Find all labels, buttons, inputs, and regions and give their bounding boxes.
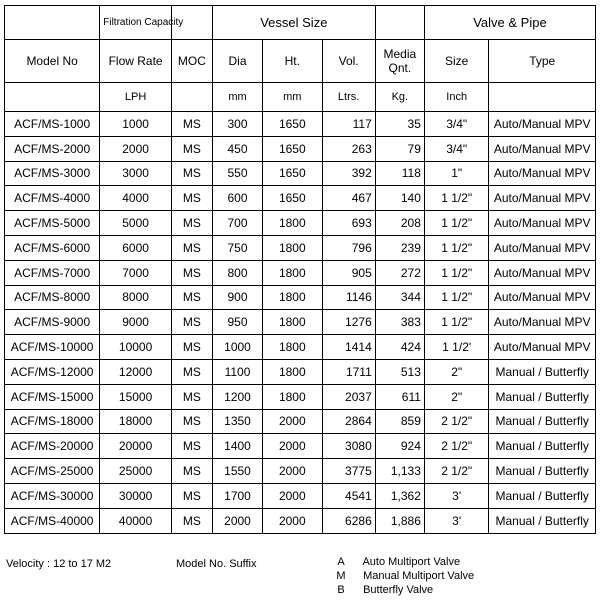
- ht-cell: 1800: [263, 335, 322, 360]
- dia-cell: 900: [212, 285, 262, 310]
- model-cell: ACF/MS-9000: [5, 310, 100, 335]
- vol-cell: 796: [322, 235, 375, 260]
- flow-cell: 25000: [100, 459, 172, 484]
- moc-cell: MS: [171, 335, 212, 360]
- size-cell: 2 1/2": [424, 409, 489, 434]
- model-cell: ACF/MS-8000: [5, 285, 100, 310]
- model-cell: ACF/MS-40000: [5, 508, 100, 533]
- dia-cell: 1400: [212, 434, 262, 459]
- size-cell: 1 1/2": [424, 285, 489, 310]
- media-cell: 239: [375, 235, 424, 260]
- ht-header: Ht.: [263, 40, 322, 83]
- type-cell: Auto/Manual MPV: [489, 285, 596, 310]
- dia-cell: 1700: [212, 483, 262, 508]
- moc-cell: MS: [171, 508, 212, 533]
- ht-cell: 1800: [263, 310, 322, 335]
- dia-cell: 300: [212, 112, 262, 137]
- vol-unit: Ltrs.: [322, 83, 375, 112]
- size-cell: 3/4": [424, 136, 489, 161]
- type-cell: Auto/Manual MPV: [489, 335, 596, 360]
- media-cell: 611: [375, 384, 424, 409]
- size-cell: 1 1/2": [424, 211, 489, 236]
- suffix-desc: Butterfly Valve: [363, 584, 434, 596]
- vol-cell: 263: [322, 136, 375, 161]
- model-cell: ACF/MS-4000: [5, 186, 100, 211]
- type-cell: Manual / Butterfly: [489, 409, 596, 434]
- table-row: [5, 310, 596, 335]
- ht-cell: 1800: [263, 384, 322, 409]
- moc-cell: MS: [171, 161, 212, 186]
- table-row: [5, 335, 596, 360]
- model-cell: ACF/MS-12000: [5, 359, 100, 384]
- type-cell: Manual / Butterfly: [489, 508, 596, 533]
- vol-cell: 693: [322, 211, 375, 236]
- dia-cell: 600: [212, 186, 262, 211]
- media-cell: 1,362: [375, 483, 424, 508]
- flow-cell: 18000: [100, 409, 172, 434]
- type-cell: Auto/Manual MPV: [489, 161, 596, 186]
- size-cell: 1 1/2': [424, 335, 489, 360]
- vol-cell: 3080: [322, 434, 375, 459]
- ht-cell: 1650: [263, 112, 322, 137]
- dia-cell: 800: [212, 260, 262, 285]
- ht-cell: 1650: [263, 161, 322, 186]
- type-cell: Auto/Manual MPV: [489, 112, 596, 137]
- model-cell: ACF/MS-3000: [5, 161, 100, 186]
- dia-cell: 1100: [212, 359, 262, 384]
- moc-cell: MS: [171, 211, 212, 236]
- flow-cell: 1000: [100, 112, 172, 137]
- type-cell: Auto/Manual MPV: [489, 211, 596, 236]
- vol-cell: 6286: [322, 508, 375, 533]
- dia-cell: 450: [212, 136, 262, 161]
- flow-cell: 9000: [100, 310, 172, 335]
- table-row: [5, 459, 596, 484]
- suffix-code: M: [336, 570, 346, 582]
- table-row: [5, 483, 596, 508]
- size-cell: 3': [424, 508, 489, 533]
- moc-cell: MS: [171, 235, 212, 260]
- table-row: [5, 384, 596, 409]
- table-row: [5, 186, 596, 211]
- model-cell: ACF/MS-15000: [5, 384, 100, 409]
- dia-cell: 1000: [212, 335, 262, 360]
- dia-cell: 750: [212, 235, 262, 260]
- size-header: Size: [424, 40, 489, 83]
- type-cell: Manual / Butterfly: [489, 384, 596, 409]
- suffix-code: B: [337, 584, 345, 596]
- table-row: [5, 359, 596, 384]
- model-no-header: Model No: [5, 40, 100, 83]
- flow-cell: 30000: [100, 483, 172, 508]
- moc-header: MOC: [171, 40, 212, 83]
- blank-cell: [489, 83, 596, 112]
- flow-cell: 20000: [100, 434, 172, 459]
- size-unit: Inch: [424, 83, 489, 112]
- moc-cell: MS: [171, 285, 212, 310]
- vol-cell: 3775: [322, 459, 375, 484]
- ht-unit: mm: [263, 83, 322, 112]
- vol-cell: 1276: [322, 310, 375, 335]
- ht-cell: 1800: [263, 359, 322, 384]
- unit-row: [5, 83, 596, 112]
- flow-cell: 3000: [100, 161, 172, 186]
- moc-cell: MS: [171, 434, 212, 459]
- flow-unit: LPH: [100, 83, 172, 112]
- model-cell: ACF/MS-5000: [5, 211, 100, 236]
- size-cell: 1 1/2": [424, 235, 489, 260]
- media-cell: 924: [375, 434, 424, 459]
- blank-cell: [5, 6, 100, 40]
- size-cell: 3': [424, 483, 489, 508]
- type-cell: Auto/Manual MPV: [489, 310, 596, 335]
- dia-unit: mm: [212, 83, 262, 112]
- table-row: [5, 508, 596, 533]
- table-row: [5, 136, 596, 161]
- media-unit: Kg.: [375, 83, 424, 112]
- media-cell: 35: [375, 112, 424, 137]
- velocity-note: Velocity : 12 to 17 M2: [6, 558, 112, 570]
- ht-cell: 1800: [263, 285, 322, 310]
- table-row: [5, 161, 596, 186]
- suffix-item: [322, 556, 460, 568]
- type-cell: Auto/Manual MPV: [489, 260, 596, 285]
- suffix-label: Model No. Suffix: [176, 558, 257, 570]
- vol-cell: 4541: [322, 483, 375, 508]
- size-cell: 2 1/2": [424, 459, 489, 484]
- moc-cell: MS: [171, 310, 212, 335]
- suffix-item: [322, 584, 433, 596]
- moc-cell: MS: [171, 384, 212, 409]
- table-row: [5, 112, 596, 137]
- vol-cell: 905: [322, 260, 375, 285]
- blank-cell: [5, 83, 100, 112]
- media-cell: 140: [375, 186, 424, 211]
- data-rows: [5, 112, 596, 534]
- flow-cell: 15000: [100, 384, 172, 409]
- moc-cell: MS: [171, 359, 212, 384]
- media-cell: 272: [375, 260, 424, 285]
- type-cell: Auto/Manual MPV: [489, 235, 596, 260]
- table-row: [5, 434, 596, 459]
- moc-cell: MS: [171, 459, 212, 484]
- size-cell: 1 1/2": [424, 260, 489, 285]
- media-cell: 513: [375, 359, 424, 384]
- model-cell: ACF/MS-2000: [5, 136, 100, 161]
- flow-cell: 5000: [100, 211, 172, 236]
- suffix-code: A: [337, 556, 345, 568]
- type-cell: Manual / Butterfly: [489, 459, 596, 484]
- vol-cell: 1711: [322, 359, 375, 384]
- flow-rate-header: Flow Rate: [100, 40, 172, 83]
- media-cell: 1,886: [375, 508, 424, 533]
- table-row: [5, 285, 596, 310]
- media-cell: 208: [375, 211, 424, 236]
- valve-pipe-header: Valve & Pipe: [424, 6, 595, 40]
- ht-cell: 2000: [263, 508, 322, 533]
- ht-cell: 2000: [263, 409, 322, 434]
- model-cell: ACF/MS-7000: [5, 260, 100, 285]
- flow-cell: 8000: [100, 285, 172, 310]
- ht-cell: 1650: [263, 186, 322, 211]
- flow-cell: 4000: [100, 186, 172, 211]
- vol-header: Vol.: [322, 40, 375, 83]
- flow-cell: 10000: [100, 335, 172, 360]
- size-cell: 2": [424, 359, 489, 384]
- type-cell: Auto/Manual MPV: [489, 136, 596, 161]
- vol-cell: 1414: [322, 335, 375, 360]
- dia-cell: 550: [212, 161, 262, 186]
- table-row: [5, 260, 596, 285]
- vol-cell: 1146: [322, 285, 375, 310]
- suffix-item: [322, 570, 474, 582]
- moc-cell: MS: [171, 112, 212, 137]
- model-cell: ACF/MS-25000: [5, 459, 100, 484]
- flow-cell: 7000: [100, 260, 172, 285]
- moc-cell: MS: [171, 409, 212, 434]
- ht-cell: 2000: [263, 459, 322, 484]
- ht-cell: 1800: [263, 260, 322, 285]
- type-cell: Manual / Butterfly: [489, 434, 596, 459]
- type-cell: Manual / Butterfly: [489, 359, 596, 384]
- table-row: [5, 235, 596, 260]
- media-cell: 118: [375, 161, 424, 186]
- type-cell: Manual / Butterfly: [489, 483, 596, 508]
- size-cell: 3/4": [424, 112, 489, 137]
- type-cell: Auto/Manual MPV: [489, 186, 596, 211]
- type-header: Type: [489, 40, 596, 83]
- media-cell: 424: [375, 335, 424, 360]
- dia-cell: 1350: [212, 409, 262, 434]
- model-cell: ACF/MS-20000: [5, 434, 100, 459]
- suffix-desc: Manual Multiport Valve: [363, 570, 475, 582]
- size-cell: 1 1/2": [424, 310, 489, 335]
- flow-cell: 12000: [100, 359, 172, 384]
- media-cell: 1,133: [375, 459, 424, 484]
- vol-cell: 467: [322, 186, 375, 211]
- vol-cell: 2864: [322, 409, 375, 434]
- blank-cell: [375, 6, 424, 40]
- model-cell: ACF/MS-10000: [5, 335, 100, 360]
- ht-cell: 1650: [263, 136, 322, 161]
- table-row: [5, 409, 596, 434]
- flow-cell: 6000: [100, 235, 172, 260]
- flow-cell: 2000: [100, 136, 172, 161]
- size-cell: 1": [424, 161, 489, 186]
- size-cell: 1 1/2": [424, 186, 489, 211]
- header-group-row: [5, 6, 596, 40]
- vessel-size-header: Vessel Size: [212, 6, 375, 40]
- vol-cell: 117: [322, 112, 375, 137]
- moc-cell: MS: [171, 136, 212, 161]
- blank-cell: [171, 83, 212, 112]
- column-header-row: [5, 40, 596, 83]
- dia-cell: 2000: [212, 508, 262, 533]
- model-cell: ACF/MS-18000: [5, 409, 100, 434]
- model-cell: ACF/MS-30000: [5, 483, 100, 508]
- dia-cell: 1550: [212, 459, 262, 484]
- model-cell: ACF/MS-1000: [5, 112, 100, 137]
- dia-cell: 1200: [212, 384, 262, 409]
- table-row: [5, 211, 596, 236]
- dia-header: Dia: [212, 40, 262, 83]
- media-cell: 344: [375, 285, 424, 310]
- moc-cell: MS: [171, 260, 212, 285]
- ht-cell: 1800: [263, 235, 322, 260]
- spec-table: [4, 5, 596, 534]
- ht-cell: 2000: [263, 434, 322, 459]
- size-cell: 2": [424, 384, 489, 409]
- dia-cell: 700: [212, 211, 262, 236]
- filtration-capacity-header: Filtration Capacity: [100, 6, 172, 40]
- dia-cell: 950: [212, 310, 262, 335]
- size-cell: 2 1/2": [424, 434, 489, 459]
- media-cell: 383: [375, 310, 424, 335]
- ht-cell: 1800: [263, 211, 322, 236]
- vol-cell: 2037: [322, 384, 375, 409]
- moc-cell: MS: [171, 186, 212, 211]
- model-cell: ACF/MS-6000: [5, 235, 100, 260]
- suffix-desc: Auto Multiport Valve: [362, 556, 461, 568]
- flow-cell: 40000: [100, 508, 172, 533]
- media-qnt-header: Media Qnt.: [375, 40, 424, 83]
- ht-cell: 2000: [263, 483, 322, 508]
- moc-cell: MS: [171, 483, 212, 508]
- media-cell: 79: [375, 136, 424, 161]
- media-cell: 859: [375, 409, 424, 434]
- vol-cell: 392: [322, 161, 375, 186]
